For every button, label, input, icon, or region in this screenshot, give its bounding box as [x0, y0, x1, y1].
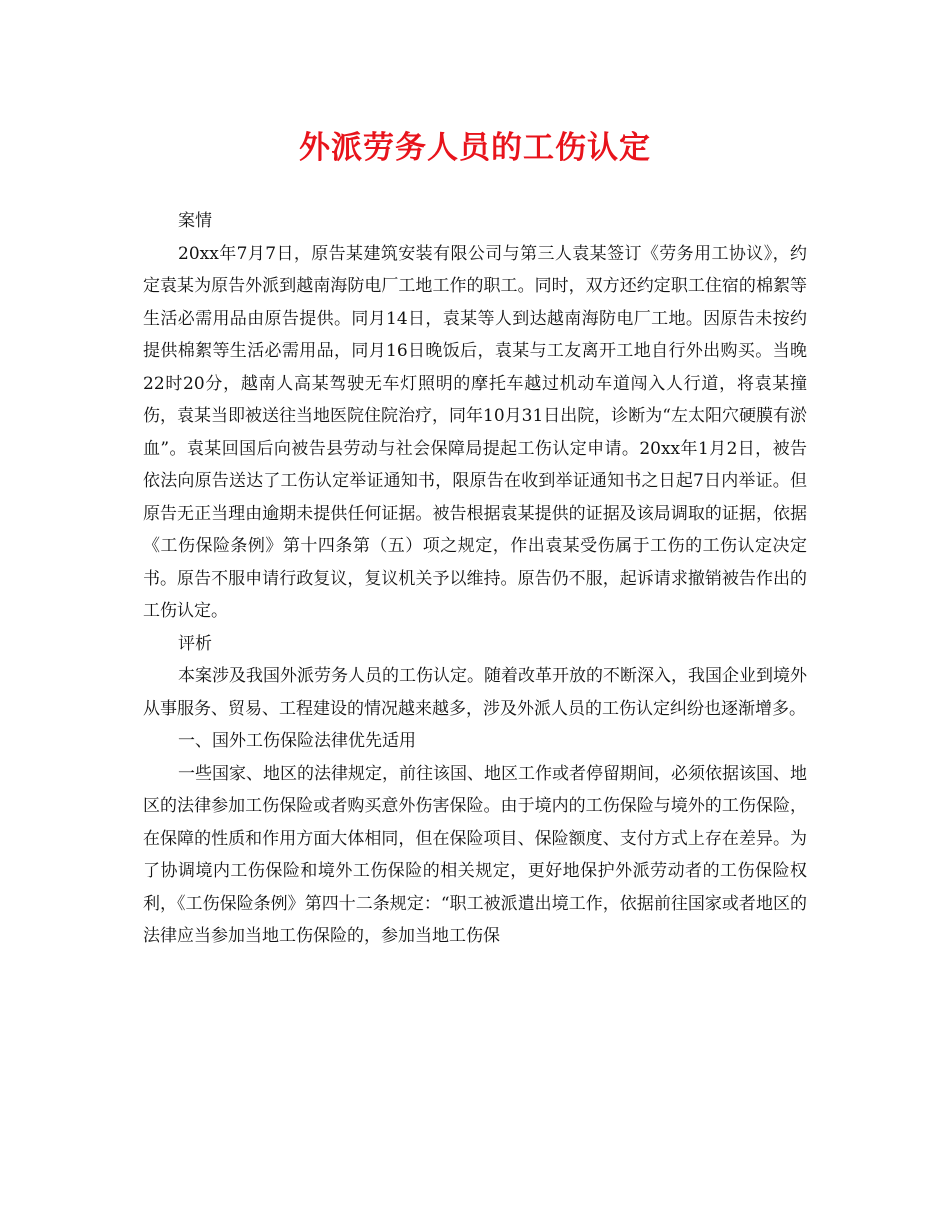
document-body	[143, 205, 807, 953]
document-title: 外派劳务人员的工伤认定	[299, 130, 651, 166]
section-heading-foreign-law: 一、国外工伤保险法律优先适用	[178, 731, 416, 751]
paragraph-case-facts: 20xx年7月7日，原告某建筑安装有限公司与第三人袁某签订《劳务用工协议》，约定袁某为原告外派到越南海防电厂工地工作的职工。同时，双方还约定职工住宿的棉絮等生活必需用品由原告提供。同月14日，袁某等人到达越南海防电厂工地。因原告未按约提供棉絮等生活必需用品，同月16日晚饭后，袁某与工友离开工地自行外出购买。当晚22时20分，越南人高某驾驶无车灯照明的摩托车越过机动车道闯入人行道，将袁某撞伤，袁某当即被送往当地医院住院治疗，同年10月31日出院，诊断为“左太阳穴硬膜有淤血”。袁某回国后向被告县劳动与社会保障局提起工伤认定申请。20xx年1月2日，被告依法向原告送达了工伤认定举证通知书，限原告在收到举证通知书之日起7日内举证。但原告无正当理由逾期未提供任何证据。被告根据袁某提供的证据及该局调取的证据，依据《工伤保险条例》第十四条第（五）项之规定，作出袁某受伤属于工伤的工伤认定决定书。原告不服申请行政复议，复议机关予以维持。原告仍不服，起诉请求撤销被告作出的工伤认定。	[143, 243, 807, 621]
section-heading-case: 案情	[178, 211, 212, 231]
section-heading-analysis: 评析	[178, 633, 212, 654]
paragraph-foreign-law: 一些国家、地区的法律规定，前往该国、地区工作或者停留期间，必须依据该国、地区的法律参加工伤保险或者购买意外伤害保险。由于境内的工伤保险与境外的工伤保险，在保障的性质和作用方面大体相同，但在保险项目、保险额度、支付方式上存在差异。为了协调境内工伤保险和境外工伤保险的相关规定，更好地保护外派劳动者的工伤保险权利，《工伤保险条例》第四十二条规定：“职工被派遣出境工作，依据前往国家或者地区的法律应当参加当地工伤保险的，参加当地工伤保	[143, 763, 807, 946]
paragraph-analysis-intro: 本案涉及我国外派劳务人员的工伤认定。随着改革开放的不断深入，我国企业到境外从事服务、贸易、工程建设的情况越来越多，涉及外派人员的工伤认定纠纷也逐渐增多。	[143, 666, 807, 719]
